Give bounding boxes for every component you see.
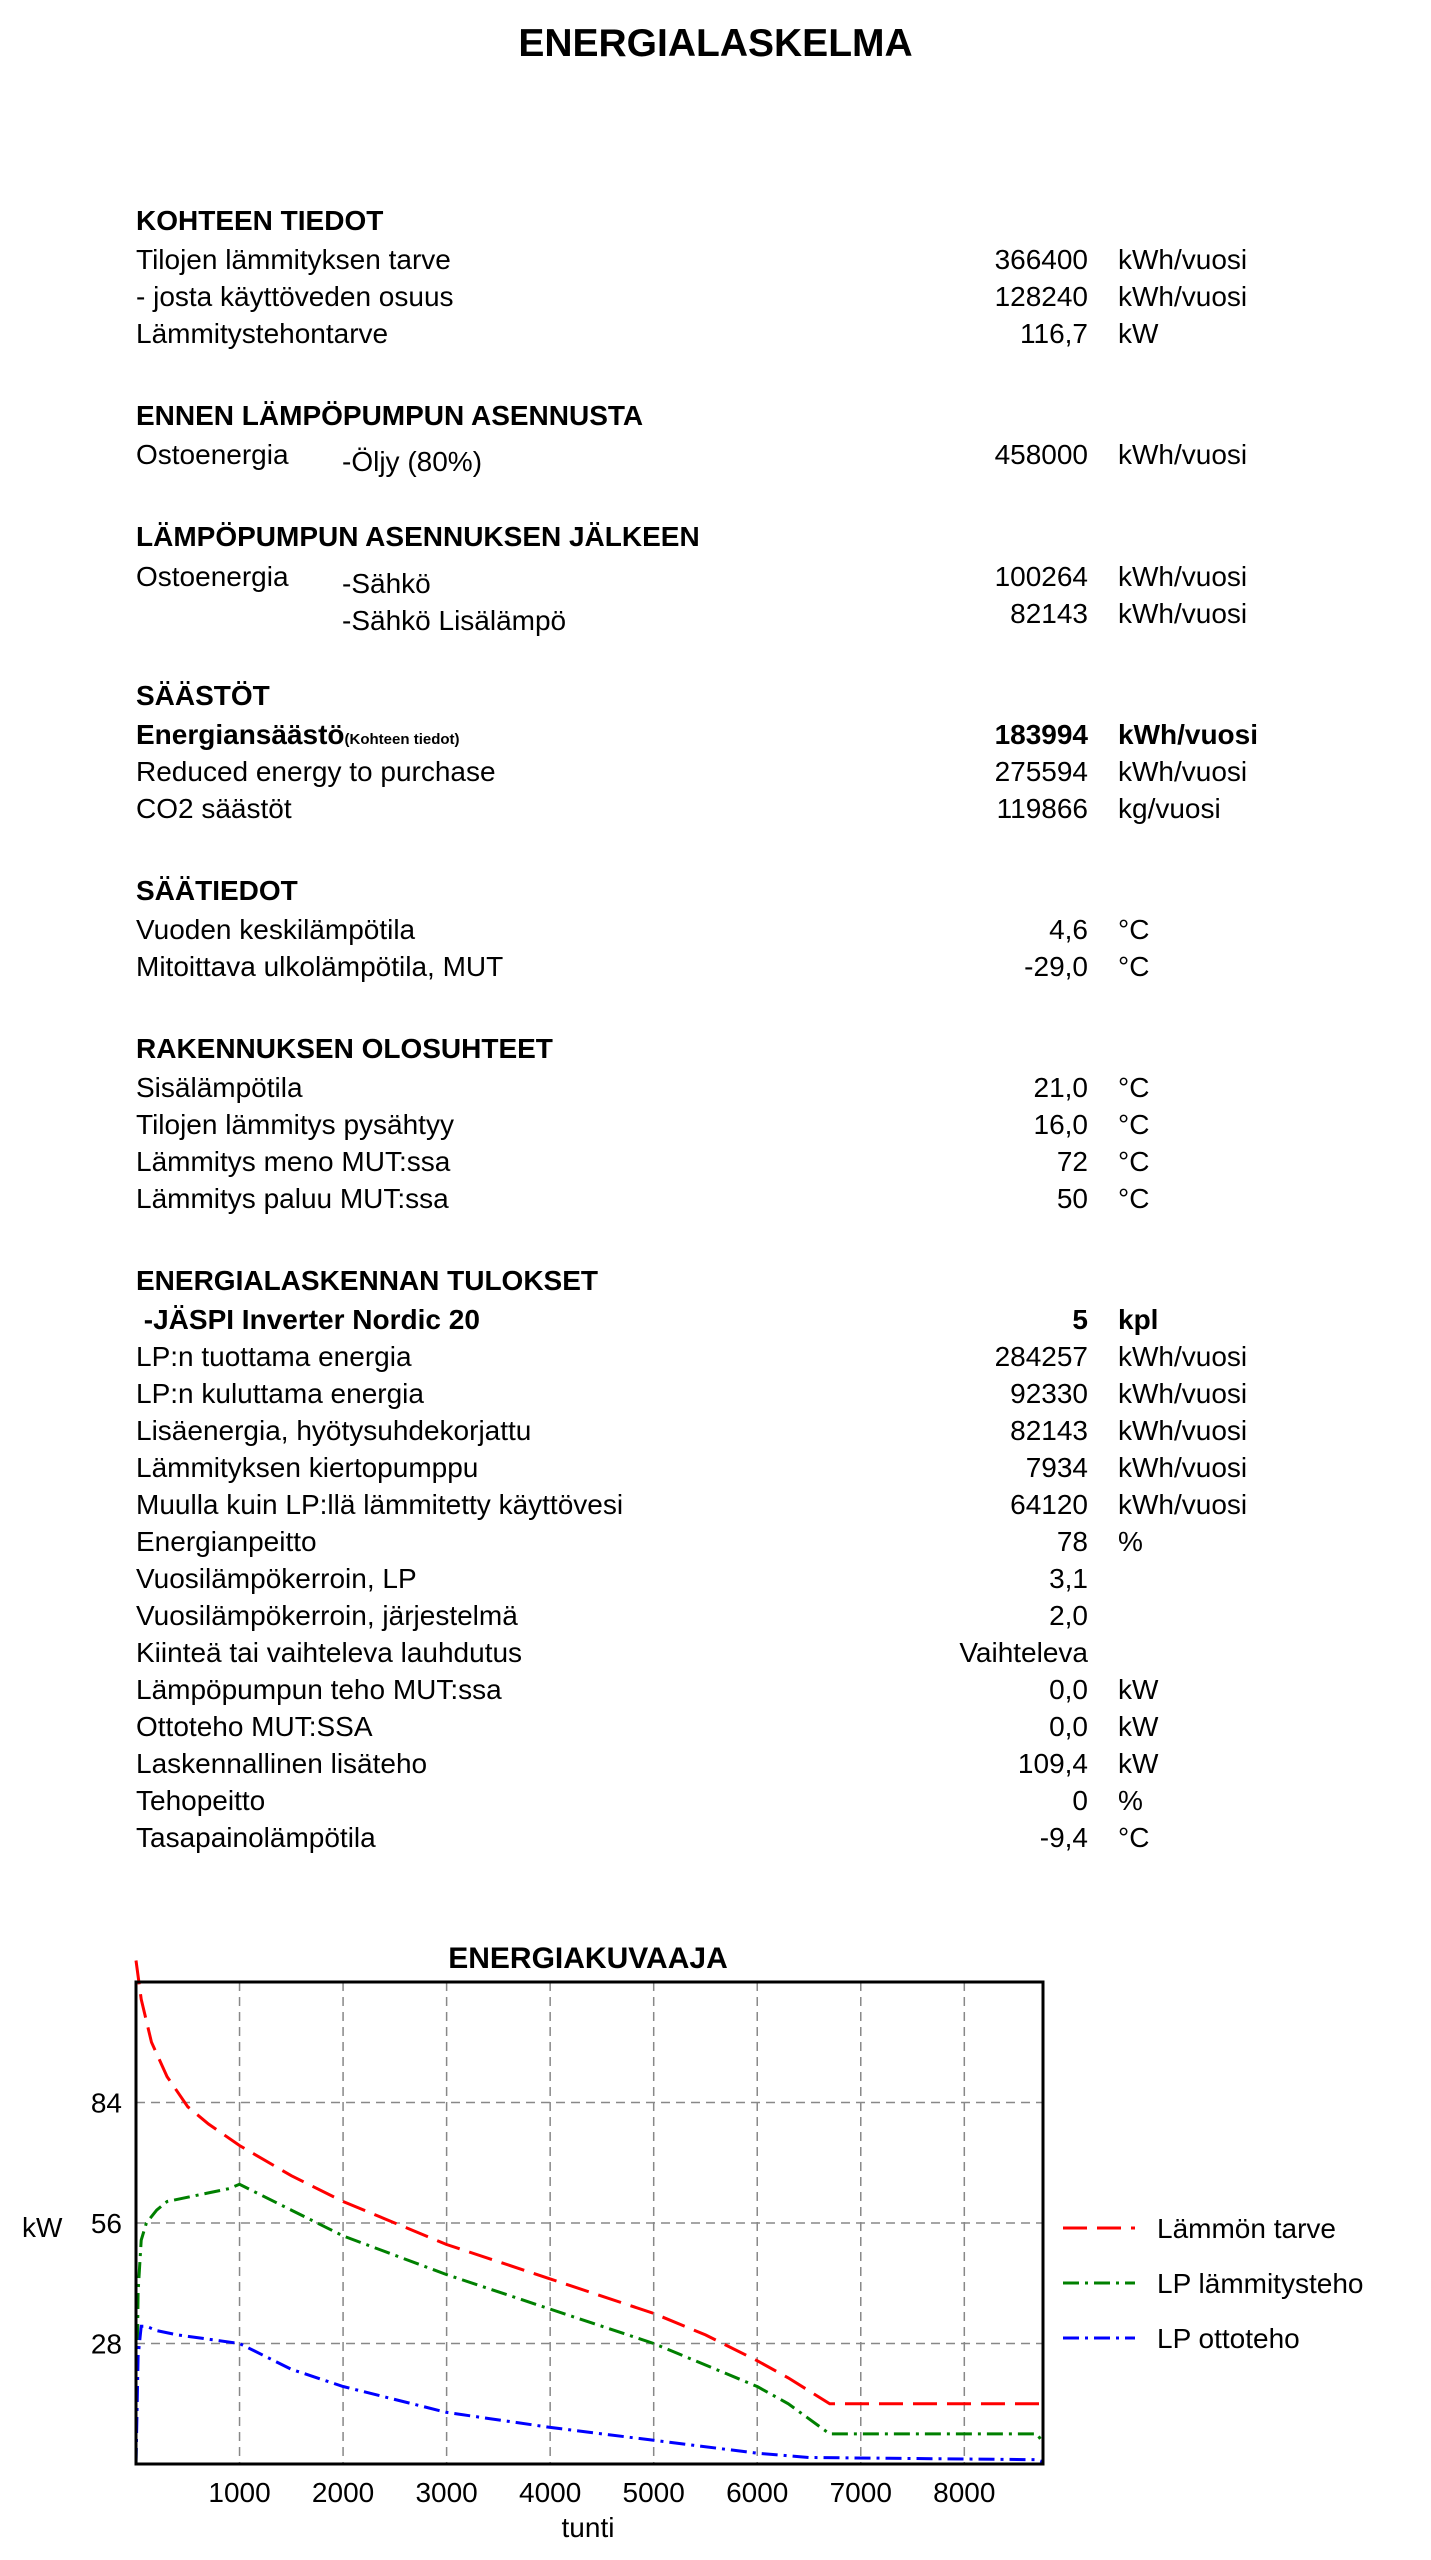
section-heading-olosuhteet: RAKENNUKSEN OLOSUHTEET bbox=[136, 1033, 553, 1064]
row-unit: kWh/vuosi bbox=[1118, 1489, 1248, 1520]
x-axis-label: tunti bbox=[561, 2512, 615, 2543]
chart-title: ENERGIAKUVAAJA bbox=[448, 1942, 728, 1975]
x-axis-ticks bbox=[208, 2477, 995, 2508]
row-value: 3,1 bbox=[1049, 1563, 1088, 1594]
row-unit: kg/vuosi bbox=[1118, 793, 1221, 824]
row-unit: kWh/vuosi bbox=[1118, 1452, 1248, 1483]
row-label: Vuosilämpökerroin, järjestelmä bbox=[136, 1600, 518, 1631]
row-unit: °C bbox=[1118, 1822, 1150, 1853]
row-unit: kWh/vuosi bbox=[1118, 561, 1248, 592]
row-value: 0,0 bbox=[1049, 1674, 1088, 1705]
x-tick-label: 8000 bbox=[933, 2477, 996, 2508]
row-unit: kWh/vuosi bbox=[1118, 1378, 1248, 1409]
section-heading-jalkeen: LÄMPÖPUMPUN ASENNUKSEN JÄLKEEN bbox=[136, 521, 700, 552]
chart-series bbox=[136, 1961, 1043, 2465]
row-value: 275594 bbox=[994, 756, 1088, 787]
row-unit: °C bbox=[1118, 914, 1150, 945]
row-unit: kWh/vuosi bbox=[1118, 719, 1259, 750]
chart-grid bbox=[136, 1982, 1043, 2464]
row-value: 72 bbox=[1056, 1146, 1088, 1177]
row-label: Vuoden keskilämpötila bbox=[136, 914, 416, 945]
row-label: - josta käyttöveden osuus bbox=[136, 281, 454, 312]
x-tick-label: 1000 bbox=[208, 2477, 271, 2508]
row-unit: kWh/vuosi bbox=[1118, 598, 1248, 629]
row-value: 284257 bbox=[994, 1341, 1088, 1372]
row-value: -29,0 bbox=[1024, 951, 1088, 982]
y-tick-label: 84 bbox=[90, 2087, 122, 2119]
row-label: Reduced energy to purchase bbox=[136, 756, 496, 787]
row-value: 0 bbox=[1072, 1785, 1088, 1816]
section-heading-ennen: ENNEN LÄMPÖPUMPUN ASENNUSTA bbox=[136, 400, 644, 431]
row-value: 128240 bbox=[994, 281, 1088, 312]
row-sublabel: -Sähkö Lisälämpö bbox=[342, 605, 567, 636]
row-label-note: (Kohteen tiedot) bbox=[344, 731, 460, 748]
row-unit: kpl bbox=[1118, 1304, 1159, 1335]
row-value: 116,7 bbox=[1020, 318, 1088, 349]
row-value: 366400 bbox=[994, 244, 1088, 275]
page-title: ENERGIALASKELMA bbox=[518, 22, 913, 65]
legend-label: LP ottoteho bbox=[1157, 2323, 1300, 2354]
row-value: 0,0 bbox=[1049, 1711, 1088, 1742]
row-label: Lämmitys paluu MUT:ssa bbox=[136, 1183, 449, 1214]
row-value: 16,0 bbox=[1033, 1109, 1088, 1140]
row-unit: kWh/vuosi bbox=[1118, 756, 1248, 787]
row-value: Vaihteleva bbox=[959, 1637, 1088, 1668]
row-value: 82143 bbox=[1010, 1415, 1088, 1446]
row-value: 100264 bbox=[994, 561, 1088, 592]
row-label: LP:n kuluttama energia bbox=[136, 1378, 424, 1409]
x-tick-label: 6000 bbox=[726, 2477, 789, 2508]
chart-legend bbox=[1063, 2213, 1363, 2354]
section-heading-tulokset: ENERGIALASKENNAN TULOKSET bbox=[136, 1265, 599, 1296]
row-label: Lisäenergia, hyötysuhdekorjattu bbox=[136, 1415, 532, 1446]
row-unit: kWh/vuosi bbox=[1118, 439, 1248, 470]
series-line-1 bbox=[136, 2184, 1043, 2464]
row-label: Mitoittava ulkolämpötila, MUT bbox=[136, 951, 504, 982]
row-label: Tasapainolämpötila bbox=[136, 1822, 376, 1853]
row-value: 183994 bbox=[994, 719, 1088, 750]
row-value: 92330 bbox=[1010, 1378, 1088, 1409]
row-label: Tehopeitto bbox=[136, 1785, 266, 1816]
row-value: 64120 bbox=[1010, 1489, 1088, 1520]
legend-label: LP lämmitysteho bbox=[1157, 2268, 1364, 2299]
series-line-0 bbox=[136, 1961, 1043, 2404]
row-label: Kiinteä tai vaihteleva lauhdutus bbox=[136, 1637, 523, 1668]
y-tick-label: 28 bbox=[90, 2328, 122, 2360]
series-line-2 bbox=[136, 2326, 1043, 2464]
row-value: 4,6 bbox=[1049, 914, 1088, 945]
row-unit: °C bbox=[1118, 1146, 1150, 1177]
row-label-text: Energiansäästö bbox=[136, 719, 345, 750]
row-label: Energianpeitto bbox=[136, 1526, 317, 1557]
row-label: Ostoenergia bbox=[136, 561, 289, 592]
row-unit: kWh/vuosi bbox=[1118, 1415, 1248, 1446]
y-axis-ticks bbox=[91, 2088, 122, 2360]
row-label: CO2 säästöt bbox=[136, 793, 292, 824]
row-value: 109,4 bbox=[1017, 1748, 1088, 1779]
row-unit: kW bbox=[1118, 1748, 1159, 1779]
row-label: Laskennallinen lisäteho bbox=[136, 1748, 428, 1779]
row-sublabel: -Sähkö bbox=[342, 568, 431, 599]
row-value: 50 bbox=[1056, 1183, 1088, 1214]
row-label: Muulla kuin LP:llä lämmitetty käyttövesi bbox=[136, 1489, 624, 1520]
x-tick-label: 4000 bbox=[519, 2477, 582, 2508]
row-label: LP:n tuottama energia bbox=[136, 1341, 412, 1372]
row-value: 7934 bbox=[1025, 1452, 1088, 1483]
row-label: Ottoteho MUT:SSA bbox=[136, 1711, 373, 1742]
row-label: Lämmitystehontarve bbox=[136, 318, 389, 349]
y-axis-label: kW bbox=[22, 2212, 63, 2243]
row-value: 2,0 bbox=[1049, 1600, 1088, 1631]
row-value: 458000 bbox=[994, 439, 1088, 470]
row-label: Sisälämpötila bbox=[136, 1072, 303, 1103]
row-value: 119866 bbox=[996, 793, 1088, 824]
section-heading-saastot: SÄÄSTÖT bbox=[136, 680, 270, 711]
row-value: 5 bbox=[1072, 1304, 1088, 1335]
row-value: 21,0 bbox=[1033, 1072, 1088, 1103]
row-unit: °C bbox=[1118, 1183, 1150, 1214]
row-sublabel: -Öljy (80%) bbox=[342, 446, 483, 477]
row-label: Ostoenergia bbox=[136, 439, 289, 470]
x-tick-label: 7000 bbox=[829, 2477, 892, 2508]
row-label: Vuosilämpökerroin, LP bbox=[136, 1563, 417, 1594]
row-value: 82143 bbox=[1010, 598, 1088, 629]
row-label: -JÄSPI Inverter Nordic 20 bbox=[136, 1304, 480, 1335]
row-value: -9,4 bbox=[1039, 1822, 1088, 1853]
section-heading-saatiedot: SÄÄTIEDOT bbox=[136, 875, 298, 906]
row-value: 78 bbox=[1056, 1526, 1088, 1557]
row-unit: °C bbox=[1118, 951, 1150, 982]
row-label: Lämpöpumpun teho MUT:ssa bbox=[136, 1674, 502, 1705]
row-unit: kW bbox=[1118, 1674, 1159, 1705]
row-label: Tilojen lämmitys pysähtyy bbox=[136, 1109, 454, 1140]
x-tick-label: 2000 bbox=[311, 2477, 375, 2508]
row-unit: kWh/vuosi bbox=[1118, 281, 1248, 312]
x-tick-label: 5000 bbox=[622, 2477, 685, 2508]
row-label: Lämmitys meno MUT:ssa bbox=[136, 1146, 451, 1177]
legend-label: Lämmön tarve bbox=[1157, 2213, 1336, 2244]
row-unit: kW bbox=[1118, 1711, 1159, 1742]
row-unit: % bbox=[1118, 1785, 1143, 1816]
row-unit: °C bbox=[1118, 1109, 1150, 1140]
row-label: Lämmityksen kiertopumppu bbox=[136, 1452, 479, 1483]
y-tick-label: 56 bbox=[90, 2208, 122, 2239]
row-label: Tilojen lämmityksen tarve bbox=[136, 244, 451, 275]
row-unit: % bbox=[1118, 1526, 1143, 1557]
x-tick-label: 3000 bbox=[415, 2477, 478, 2508]
section-heading-kohde: KOHTEEN TIEDOT bbox=[136, 205, 384, 236]
row-unit: °C bbox=[1118, 1072, 1150, 1103]
row-unit: kW bbox=[1118, 318, 1159, 349]
row-unit: kWh/vuosi bbox=[1118, 244, 1248, 275]
row-unit: kWh/vuosi bbox=[1118, 1341, 1248, 1372]
